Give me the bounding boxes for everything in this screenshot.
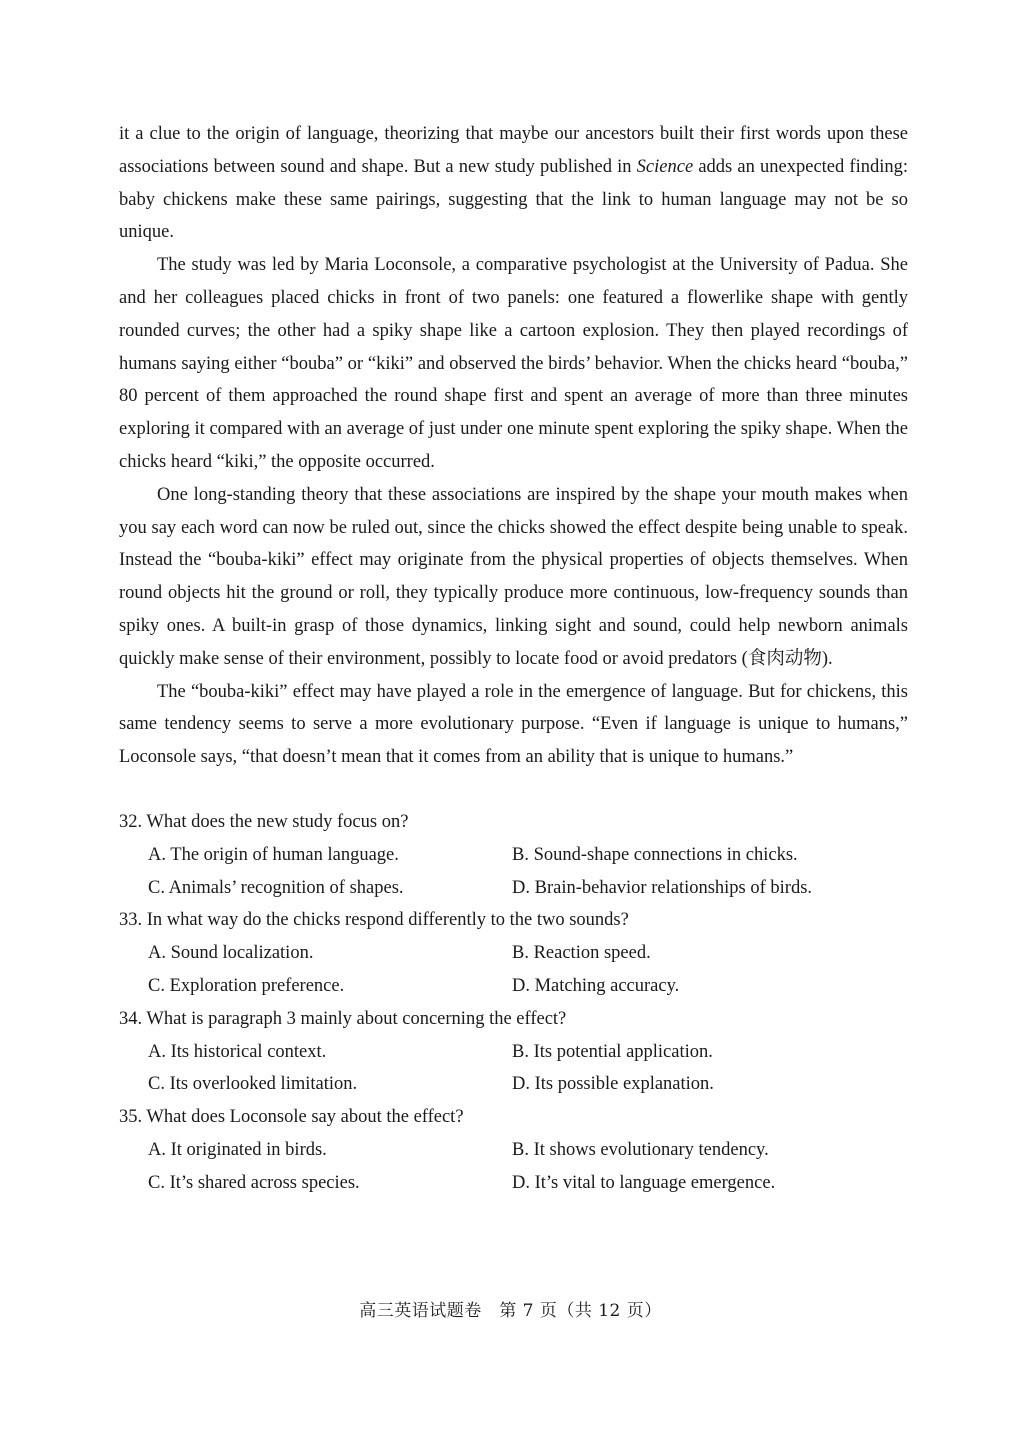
paragraph-1-text-a: it a clue to the origin of language, theorizing that maybe our ancestors built their first words upon these associations between sound and shape. But a new study published in: [119, 124, 908, 177]
option-d: D. Brain-behavior relationships of birds.: [512, 877, 813, 898]
option-row: [119, 1134, 908, 1167]
question-stem: 35. What does Loconsole say about the effect?: [119, 1107, 464, 1128]
option-c: C. Its overlooked limitation.: [148, 1074, 358, 1095]
option-row: [119, 872, 908, 905]
question-33: [119, 904, 908, 1002]
option-a: A. Sound localization.: [148, 943, 314, 964]
option-d: D. Its possible explanation.: [512, 1074, 714, 1095]
paragraph-1-text-b: adds an unexpected finding: baby chickens make these same pairings, suggesting that the link to human language may not be so unique.: [119, 156, 909, 243]
question-stem: 34. What is paragraph 3 mainly about concerning the effect?: [119, 1008, 567, 1029]
option-d: D. Matching accuracy.: [512, 975, 680, 996]
exam-page: [119, 118, 908, 1200]
question-34: [119, 1003, 908, 1101]
option-a: A. Its historical context.: [148, 1041, 327, 1062]
question-32: [119, 806, 908, 904]
option-row: [119, 839, 908, 872]
paragraph-3: One long-standing theory that these associations are inspired by the shape your mouth makes when you say each word can now be ruled out, since the chicks showed the effect despite being unable to speak. Instead the “bouba-kiki” effect may originate from the physical properties of objects themselves. When round objects hit the ground or roll, they typically produce more continuous, low-frequency sounds than spiky ones. A built-in grasp of those dynamics, linking sight and sound, could help newborn animals quickly make sense of their environment, possibly to locate food or avoid predators (食肉动物).: [119, 484, 908, 669]
paragraph-4: The “bouba-kiki” effect may have played a role in the emergence of language. But for chickens, this same tendency seems to serve a more evolutionary purpose. “Even if language is unique to humans,” Loconsole says, “that doesn’t mean that it comes from an ability that is unique to humans.”: [119, 681, 908, 768]
option-row: [119, 1068, 908, 1101]
option-b: B. Its potential application.: [512, 1041, 713, 1062]
option-b: B. Reaction speed.: [512, 943, 651, 964]
option-b: B. Sound-shape connections in chicks.: [512, 844, 798, 865]
option-row: [119, 1167, 908, 1200]
option-c: C. Exploration preference.: [148, 975, 345, 996]
question-stem: 33. In what way do the chicks respond differently to the two sounds?: [119, 910, 629, 931]
journal-name-science: Science: [636, 156, 694, 177]
option-b: B. It shows evolutionary tendency.: [512, 1139, 769, 1160]
option-row: [119, 1036, 908, 1069]
question-stem: 32. What does the new study focus on?: [119, 811, 409, 832]
option-c: C. It’s shared across species.: [148, 1172, 360, 1193]
question-list: [119, 806, 908, 1200]
option-d: D. It’s vital to language emergence.: [512, 1172, 776, 1193]
paragraph-2: The study was led by Maria Loconsole, a comparative psychologist at the University of Padua. She and her colleagues placed chicks in front of two panels: one featured a flowerlike shape with gently rounded curves; the other had a spiky shape like a cartoon explosion. They then played recordings of humans saying either “bouba” or “kiki” and observed the birds’ behavior. When the chicks heard “bouba,” 80 percent of them approached the round shape first and spent an average of more than three minutes exploring it compared with an average of just under one minute spent exploring the spiky shape. When the chicks heard “kiki,” the opposite occurred.: [119, 255, 908, 472]
option-a: A. It originated in birds.: [148, 1139, 327, 1160]
question-35: [119, 1101, 908, 1199]
option-a: A. The origin of human language.: [148, 844, 399, 865]
page-footer: 高三英语试题卷 第 7 页（共 12 页）: [359, 1301, 662, 1321]
paragraph-1: [119, 118, 908, 249]
option-c: C. Animals’ recognition of shapes.: [148, 877, 404, 898]
option-row: [119, 937, 908, 970]
option-row: [119, 970, 908, 1003]
